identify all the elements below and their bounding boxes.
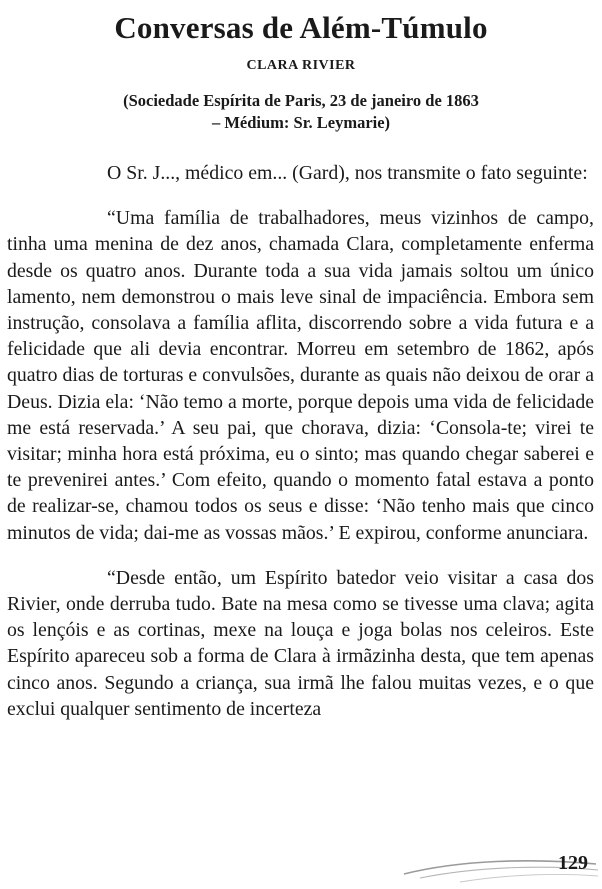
session-info-line-1: (Sociedade Espírita de Paris, 23 de janeiro de 1863 (123, 91, 479, 110)
session-info-line-2: – Médium: Sr. Leymarie) (211, 113, 391, 132)
body-text (7, 160, 594, 741)
section-subtitle: CLARA RIVIER (246, 58, 356, 73)
paragraph: “Uma família de trabalhadores, meus vizinhos de campo, tinha uma menina de dez anos, chamada Clara, completamente enferma desde os quatro anos. Durante toda a sua vida jamais soltou um único lamento, nem demonstrou o mais leve sinal de impaciência. Embora sem instrução, consolava a família aflita, discorrendo sobre a vida futura e a felicidade que ali devia encontrar. Morreu em setembro de 1862, após quatro dias de torturas e convulsões, durante as quais não deixou de orar a Deus. Dizia ela: ‘Não temo a morte, porque depois uma vida de felicidade me está reservada.’ A seu pai, que chorava, dizia: ‘Consola-te; virei te visitar; minha hora está próxima, eu o sinto; mas quando chegar saberei e te prevenirei antes.’ Com efeito, quando o momento fatal estava a ponto de realizar-se, chamou todos os seus e disse: ‘Não tenho mais que cinco minutos de vida; dai-me as vossas mãos.’ E expirou, conforme anunciara. (7, 207, 594, 544)
paragraph: O Sr. J..., médico em... (Gard), nos transmite o fato seguinte: (107, 162, 588, 184)
paragraph: “Desde então, um Espírito batedor veio visitar a casa dos Rivier, onde derruba tudo. Bate na mesa como se tivesse uma clava; agita os lençóis e as cortinas, mexe na louça e joga bolas nos celeiros. Este Espírito apareceu sob a forma de Clara à irmãzinha desta, que tem apenas cinco anos. Segundo a criança, sua irmã lhe falou muitas vezes, e o que exclui qualquer sentimento de incerteza (7, 566, 594, 720)
session-info (0, 90, 602, 134)
page-number: 129 (558, 852, 588, 874)
page-title: Conversas de Além-Túmulo (114, 10, 488, 45)
